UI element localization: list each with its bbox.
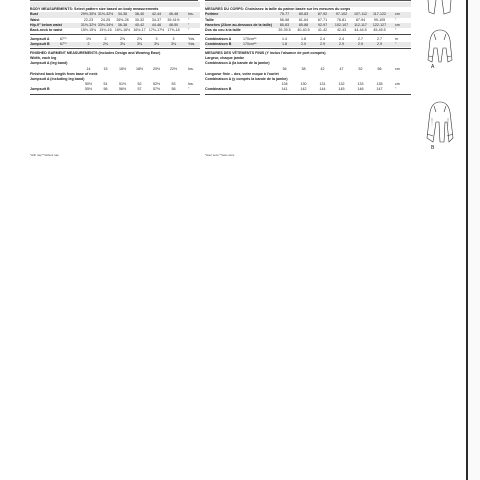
value-cell: 135: [376, 82, 383, 87]
value-cell: 26½-28: [116, 17, 129, 22]
value-cell: 2.4: [320, 36, 325, 41]
value-cell: 46-48: [168, 12, 179, 17]
value-cell: 50½: [85, 82, 92, 87]
value-cell: 107-112: [354, 12, 367, 17]
value-cell: 2: [104, 36, 107, 41]
section-divider: [30, 94, 200, 95]
value-cell: 80-83: [298, 12, 309, 17]
row-label: Back-neck to waist: [30, 27, 63, 32]
value-cell: 52: [137, 82, 142, 87]
row-label: Taille: [205, 17, 214, 22]
value-cell: 52½: [153, 82, 160, 87]
value-cell: 2.9: [358, 42, 363, 47]
value-cell: 2.0: [301, 42, 306, 47]
figure-a-label: A: [431, 64, 435, 70]
value-cell: 24-25: [100, 17, 111, 22]
value-cell: 1½: [86, 36, 91, 41]
amp-b-label: Combinaison B: [205, 42, 232, 47]
value-cell: 22½: [170, 66, 177, 71]
value-cell: 20½: [153, 66, 160, 71]
value-cell: 1.8: [301, 36, 306, 41]
value-cell: 34-36: [117, 12, 128, 17]
body-measurement-row: [205, 28, 411, 33]
row-label: Waist: [30, 17, 40, 22]
amp-a-label: Combinaison A: [205, 36, 232, 41]
value-cell: 36: [282, 66, 287, 71]
jumpsuit-sketch-icon: [420, 0, 460, 160]
value-cell: 42-43: [336, 27, 347, 32]
value-cell: 3⅛: [120, 42, 125, 47]
value-cell: 3⅛: [137, 42, 142, 47]
value-cell: 44-44.5: [354, 27, 367, 32]
figure-b-label: B: [431, 145, 435, 151]
value-cell: 131: [319, 82, 326, 87]
unit-label: Yds.: [188, 42, 196, 47]
value-cell: 142: [300, 87, 307, 92]
length-b-label: Combinaison B: [205, 87, 232, 92]
value-cell: 16⅛-16½: [114, 27, 131, 32]
value-cell: 14: [86, 66, 91, 71]
value-cell: 16½-17: [133, 27, 146, 32]
value-cell: 15½-15¾: [80, 27, 97, 32]
section-divider: [205, 94, 411, 95]
value-cell: 75-77: [279, 12, 290, 17]
value-cell: 51: [103, 82, 108, 87]
value-cell: 48-50: [168, 22, 179, 27]
value-cell: 51½: [119, 82, 126, 87]
english-measurement-chart: [30, 2, 200, 96]
value-cell: 141: [281, 87, 288, 92]
unit-label: ": [188, 27, 190, 32]
value-cell: 2.7: [358, 36, 363, 41]
value-cell: 92-97: [317, 22, 328, 27]
value-cell: 45-45.5: [373, 27, 386, 32]
value-cell: 87-94: [355, 17, 366, 22]
amp-b-row-en: [30, 42, 200, 47]
unit-label: ": [188, 87, 190, 92]
value-cell: 2⅝: [120, 36, 125, 41]
value-cell: 2: [87, 42, 90, 47]
value-cell: 1.4: [282, 36, 287, 41]
value-cell: 132: [338, 82, 345, 87]
finished-title-en: FINISHED GARMENT MEASUREMENTS (Includes Design and Wearing Ease): [30, 51, 161, 56]
footnote-fr: *avec sens **sans sens: [205, 153, 235, 157]
value-cell: 52: [358, 66, 363, 71]
value-cell: 99-105: [373, 17, 386, 22]
body-rows-en: [30, 12, 200, 33]
value-cell: 56½: [119, 87, 126, 92]
value-cell: 128: [281, 82, 288, 87]
length-label-en: Finished back length from base of neck: [30, 71, 98, 76]
unit-label: cm: [395, 66, 400, 71]
length-b-label: Jumpsuit B: [30, 87, 50, 92]
width-sub-fr: Combinaison A (la bande de la jambe): [205, 61, 270, 66]
unit-label: ": [395, 87, 397, 92]
value-cell: 39-41½: [167, 17, 180, 22]
value-cell: 87-92: [317, 12, 328, 17]
value-cell: 67-71: [317, 17, 328, 22]
value-cell: 2.4: [339, 36, 344, 41]
french-measurement-chart: [205, 2, 411, 96]
unit-label: m: [395, 36, 398, 41]
top-rule-french: [205, 0, 411, 1]
unit-label: cm: [395, 22, 400, 27]
value-cell: 40-40.5: [297, 27, 310, 32]
value-cell: 38-40: [134, 12, 145, 17]
section-divider: [205, 48, 411, 49]
length-sub-en: Jumpsuit A (including leg band): [30, 77, 85, 81]
unit-label: ": [188, 17, 190, 22]
value-cell: 15: [103, 66, 108, 71]
value-cell: 80-83: [279, 22, 290, 27]
value-cell: 47: [339, 66, 344, 71]
unit-label: ": [395, 42, 397, 47]
value-cell: 76-81: [336, 17, 347, 22]
unit-label: ": [395, 27, 397, 32]
value-cell: 53: [171, 82, 176, 87]
jumpsuit-illustrations: [420, 0, 460, 160]
value-cell: 117-122: [373, 12, 386, 17]
value-cell: 145: [338, 87, 345, 92]
amp-a-sub: 170cm**: [243, 36, 257, 41]
row-label: Bust: [30, 12, 38, 17]
value-cell: 16½: [119, 66, 126, 71]
amp-b-sub: 67"*: [60, 42, 67, 47]
value-cell: 34-37: [151, 17, 162, 22]
row-label: Hip-9" below waist: [30, 22, 62, 27]
value-cell: 22-23: [83, 17, 94, 22]
value-cell: 112-117: [354, 22, 367, 27]
amp-a-label: Jumpsuit A: [30, 36, 50, 41]
unit-label: Ins.: [188, 82, 194, 87]
length-sub-fr: Combinaison A (y compris la bande de la jambe): [205, 77, 288, 81]
value-cell: 40-42: [134, 22, 145, 27]
value-cell: 18½: [136, 66, 143, 71]
value-cell: 17⅛-17½: [148, 27, 165, 32]
value-cell: 55½: [85, 87, 92, 92]
value-cell: 38: [301, 66, 306, 71]
value-cell: 2.9: [339, 42, 344, 47]
page-gutter: [468, 0, 480, 480]
unit-label: Ins.: [188, 12, 194, 17]
row-label: Dos du cou à la taille: [205, 27, 241, 32]
unit-label: cm: [395, 82, 400, 87]
value-cell: 85-88: [298, 22, 309, 27]
body-measurement-row: [30, 28, 200, 33]
value-cell: 147: [376, 87, 383, 92]
value-cell: 41-42: [317, 27, 328, 32]
value-cell: 2⅝: [137, 36, 142, 41]
amp-a-sub: 67"*: [60, 36, 67, 41]
value-cell: 58: [171, 87, 176, 92]
value-cell: 56-58: [279, 17, 290, 22]
value-cell: 3⅛: [154, 42, 159, 47]
length-b-row-fr: [205, 87, 411, 92]
value-cell: 97-102: [335, 12, 348, 17]
body-measurements-title: BODY MEASUREMENTS: Select pattern size based on body measurements: [30, 7, 159, 12]
value-cell: 42-44: [151, 12, 162, 17]
finished-title-fr: MESURES DES VÊTEMENTS FINIS (Y inclus l'aisance de port compris): [205, 51, 326, 56]
unit-label: cm: [395, 12, 400, 17]
value-cell: 2⅛: [103, 42, 108, 47]
value-cell: 3: [172, 36, 175, 41]
value-cell: 57½: [153, 87, 160, 92]
value-cell: 61-64: [298, 17, 309, 22]
unit-label: Ins.: [188, 66, 194, 71]
value-cell: 36-38: [117, 22, 128, 27]
width-label-fr: Largeur, chaque jambe: [205, 56, 245, 61]
section-divider: [205, 34, 411, 35]
value-cell: 3⅛: [171, 42, 176, 47]
value-cell: 33½-34½: [97, 22, 114, 27]
value-cell: 2.9: [377, 42, 382, 47]
value-cell: 2.7: [377, 36, 382, 41]
value-cell: 130: [300, 82, 307, 87]
value-cell: 102-107: [334, 22, 349, 27]
amp-b-sub: 170cm**: [243, 42, 257, 47]
length-label-fr: Longueur finie – dos, votre nuque à l'ourlet: [205, 71, 279, 76]
value-cell: 30-32: [134, 17, 145, 22]
width-label-en: Width, each leg: [30, 56, 57, 61]
body-rows-fr: [205, 12, 411, 33]
value-cell: 122-127: [372, 22, 387, 27]
width-sub-en: Jumpsuit A (leg band): [30, 61, 68, 66]
value-cell: 42: [320, 66, 325, 71]
value-cell: 31½-32½: [97, 12, 114, 17]
amp-b-row-fr: [205, 42, 411, 47]
section-divider: [30, 48, 200, 49]
value-cell: 57: [137, 87, 142, 92]
value-cell: 44-46: [151, 22, 162, 27]
top-rule-english: [30, 0, 198, 1]
value-cell: 3: [155, 36, 158, 41]
value-cell: 31½-32½: [80, 22, 97, 27]
value-cell: 15¾-16: [99, 27, 112, 32]
value-cell: 56: [103, 87, 108, 92]
row-label: Poitrine: [205, 12, 219, 17]
value-cell: 144: [319, 87, 326, 92]
value-cell: 17⅝-18: [167, 27, 180, 32]
footnote-en: *with nap **without nap: [30, 153, 59, 157]
value-cell: 146: [357, 87, 364, 92]
body-measurements-title: MESURES DU CORPS: Choisissez la taille du patron basée sur les mesures du corps: [205, 7, 351, 12]
unit-label: ": [395, 17, 397, 22]
row-label: Hanches (23cm au-dessous de la taille): [205, 22, 272, 27]
amp-b-label: Jumpsuit B: [30, 42, 50, 47]
value-cell: 2.9: [320, 42, 325, 47]
unit-label: ": [188, 22, 190, 27]
length-b-row-en: [30, 87, 200, 92]
section-divider: [30, 34, 200, 35]
value-cell: 56: [377, 66, 382, 71]
value-cell: 39-39.5: [278, 27, 291, 32]
unit-label: Yds.: [188, 36, 196, 41]
value-cell: 133: [357, 82, 364, 87]
value-cell: 29½-30½: [80, 12, 97, 17]
value-cell: 1.8: [282, 42, 287, 47]
